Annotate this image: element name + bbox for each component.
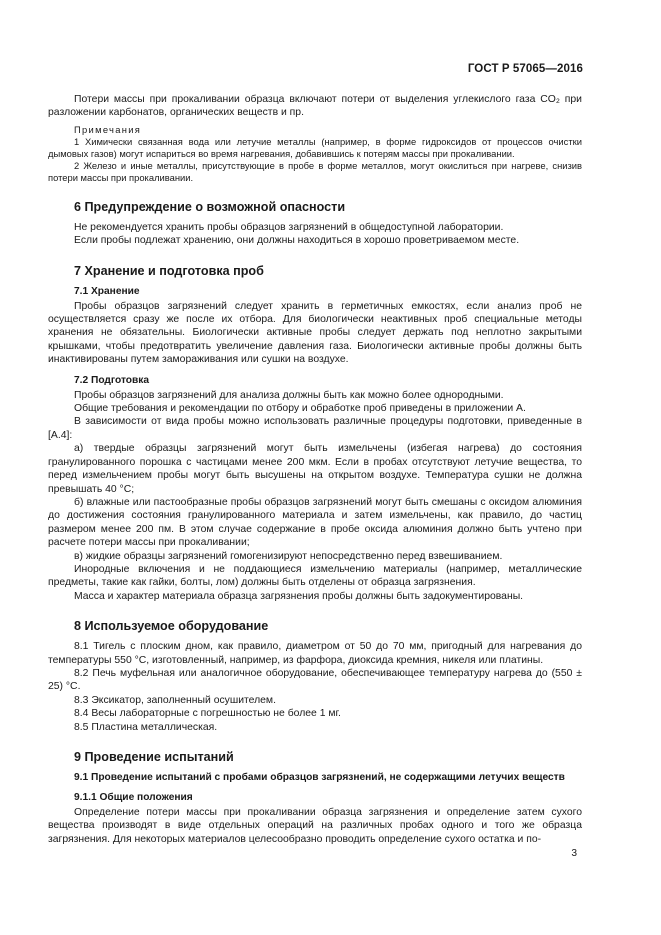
equipment-item-8-1: 8.1 Тигель с плоским дном, как правило, диаметром от 50 до 70 мм, пригодный для нагревания до температуры 550 °С, изготовленный, например, из фарфора, диоксида кремния, никеля или платины. xyxy=(48,641,582,666)
page-content xyxy=(48,93,582,846)
note-2: 2 Железо и иные металлы, присутствующие в пробе в форме металлов, могут окислиться при нагреве, снизив потери массы при прокаливании. xyxy=(48,159,582,183)
subsection-9-1-1-heading: 9.1.1 Общие положения xyxy=(74,792,193,803)
section-9-heading: 9 Проведение испытаний xyxy=(74,750,234,764)
section-9-1-1-paragraph: Определение потери массы при прокаливании образца загрязнения и определение затем сухого вещества производят в виде отдельных операций на различных пробах одного и того же образца загрязнения. Для некоторых материалов целесообразно проводить определение сухого остатка и по- xyxy=(48,807,582,845)
section-8-heading: 8 Используемое оборудование xyxy=(74,619,269,634)
section-7-heading: 7 Хранение и подготовка проб xyxy=(74,263,264,278)
subsection-7-2-heading: 7.2 Подготовка xyxy=(74,374,150,386)
section-7-2-paragraph-5: Масса и характер материала образца загрязнения пробы должны быть задокументированы. xyxy=(74,590,524,602)
notes-title: Примечания xyxy=(74,123,142,135)
equipment-item-8-3: 8.3 Эксикатор, заполненный осушителем. xyxy=(74,694,276,706)
equipment-item-8-4: 8.4 Весы лабораторные с погрешностью не более 1 мг. xyxy=(74,708,341,720)
section-7-2-paragraph-3: В зависимости от вида пробы можно использовать различные процедуры подготовки, приведенные в [А.4]: xyxy=(48,416,582,441)
section-7-2-paragraph-4: Инородные включения и не поддающиеся измельчению материалы (например, металлические предметы, такие как гайки, болты, лом) должны быть отделены от образца загрязнения. xyxy=(48,563,582,589)
equipment-item-8-2: 8.2 Печь муфельная или аналогичное оборудование, обеспечивающее температуру нагрева до (550 ± 25) °С. xyxy=(48,667,582,693)
subsection-9-1-heading: 9.1 Проведение испытаний с пробами образцов загрязнений, не содержащими летучих веществ xyxy=(74,772,565,783)
subsection-7-1-text: Пробы образцов загрязнений следует хранить в герметичных емкостях, если анализ проб не осуществляется сразу же после их отбора. Для биологически неактивных проб специальные методы хранения не обязательны. Биологически активные пробы следует держать под неплотно закрытыми крышками, чтобы предотвратить увеличение давления газа. Биологически активные пробы должны быть инактивированы путем замораживания или сушки на воздухе. xyxy=(48,300,582,366)
list-item-a: а) твердые образцы загрязнений могут быть измельчены (избегая нагрева) до состояния гранулированного порошка с частицами менее 200 мкм. Если в пробах отсутствуют летучие вещества, то перед измельчением пробы могут быть высушены на открытом воздухе. Температура сушки не должна превышать 40 °С; xyxy=(48,443,582,495)
list-item-c: в) жидкие образцы загрязнений гомогенизируют непосредственно перед взвешиванием. xyxy=(74,550,503,562)
intro-paragraph: Потери массы при прокаливании образца включают потери от выделения углекислого газа CO₂ при разложении карбонатов, органических веществ и пр. xyxy=(48,94,582,119)
section-6-paragraph-2: Если пробы подлежат хранению, они должны находиться в хорошо проветриваемом месте. xyxy=(74,235,520,247)
subsection-7-1-heading: 7.1 Хранение xyxy=(74,285,140,297)
section-7-2-paragraph-1: Пробы образцов загрязнений для анализа должны быть как можно более однородными. xyxy=(74,389,504,401)
standard-code: ГОСТ Р 57065—2016 xyxy=(467,63,583,75)
section-7-2-paragraph-2: Общие требования и рекомендации по отбору и обработке проб приведены в приложении А. xyxy=(74,403,526,415)
section-6-heading: 6 Предупреждение о возможной опасности xyxy=(74,199,346,214)
equipment-item-8-5: 8.5 Пластина металлическая. xyxy=(74,721,218,733)
note-1: 1 Химически связанная вода или летучие металлы (например, в форме гидроксидов от процессов очистки дымовых газов) могут испариться во время нагревания, добавившись к потерям массы при прокаливании. xyxy=(48,135,582,159)
section-6-paragraph-1: Не рекомендуется хранить пробы образцов загрязнений в общедоступной лаборатории. xyxy=(74,221,504,233)
list-item-b: б) влажные или пастообразные пробы образцов загрязнений могут быть смешаны с оксидом алюминия до достижения состояния гранулированного материала и затем измельчены, как правило, до частиц размером менее 200 пм. В этом случае содержание в пробе оксида алюминия должно быть учтено при расчете потери массы при прокаливании; xyxy=(48,496,582,549)
page-number: 3 xyxy=(571,848,577,859)
